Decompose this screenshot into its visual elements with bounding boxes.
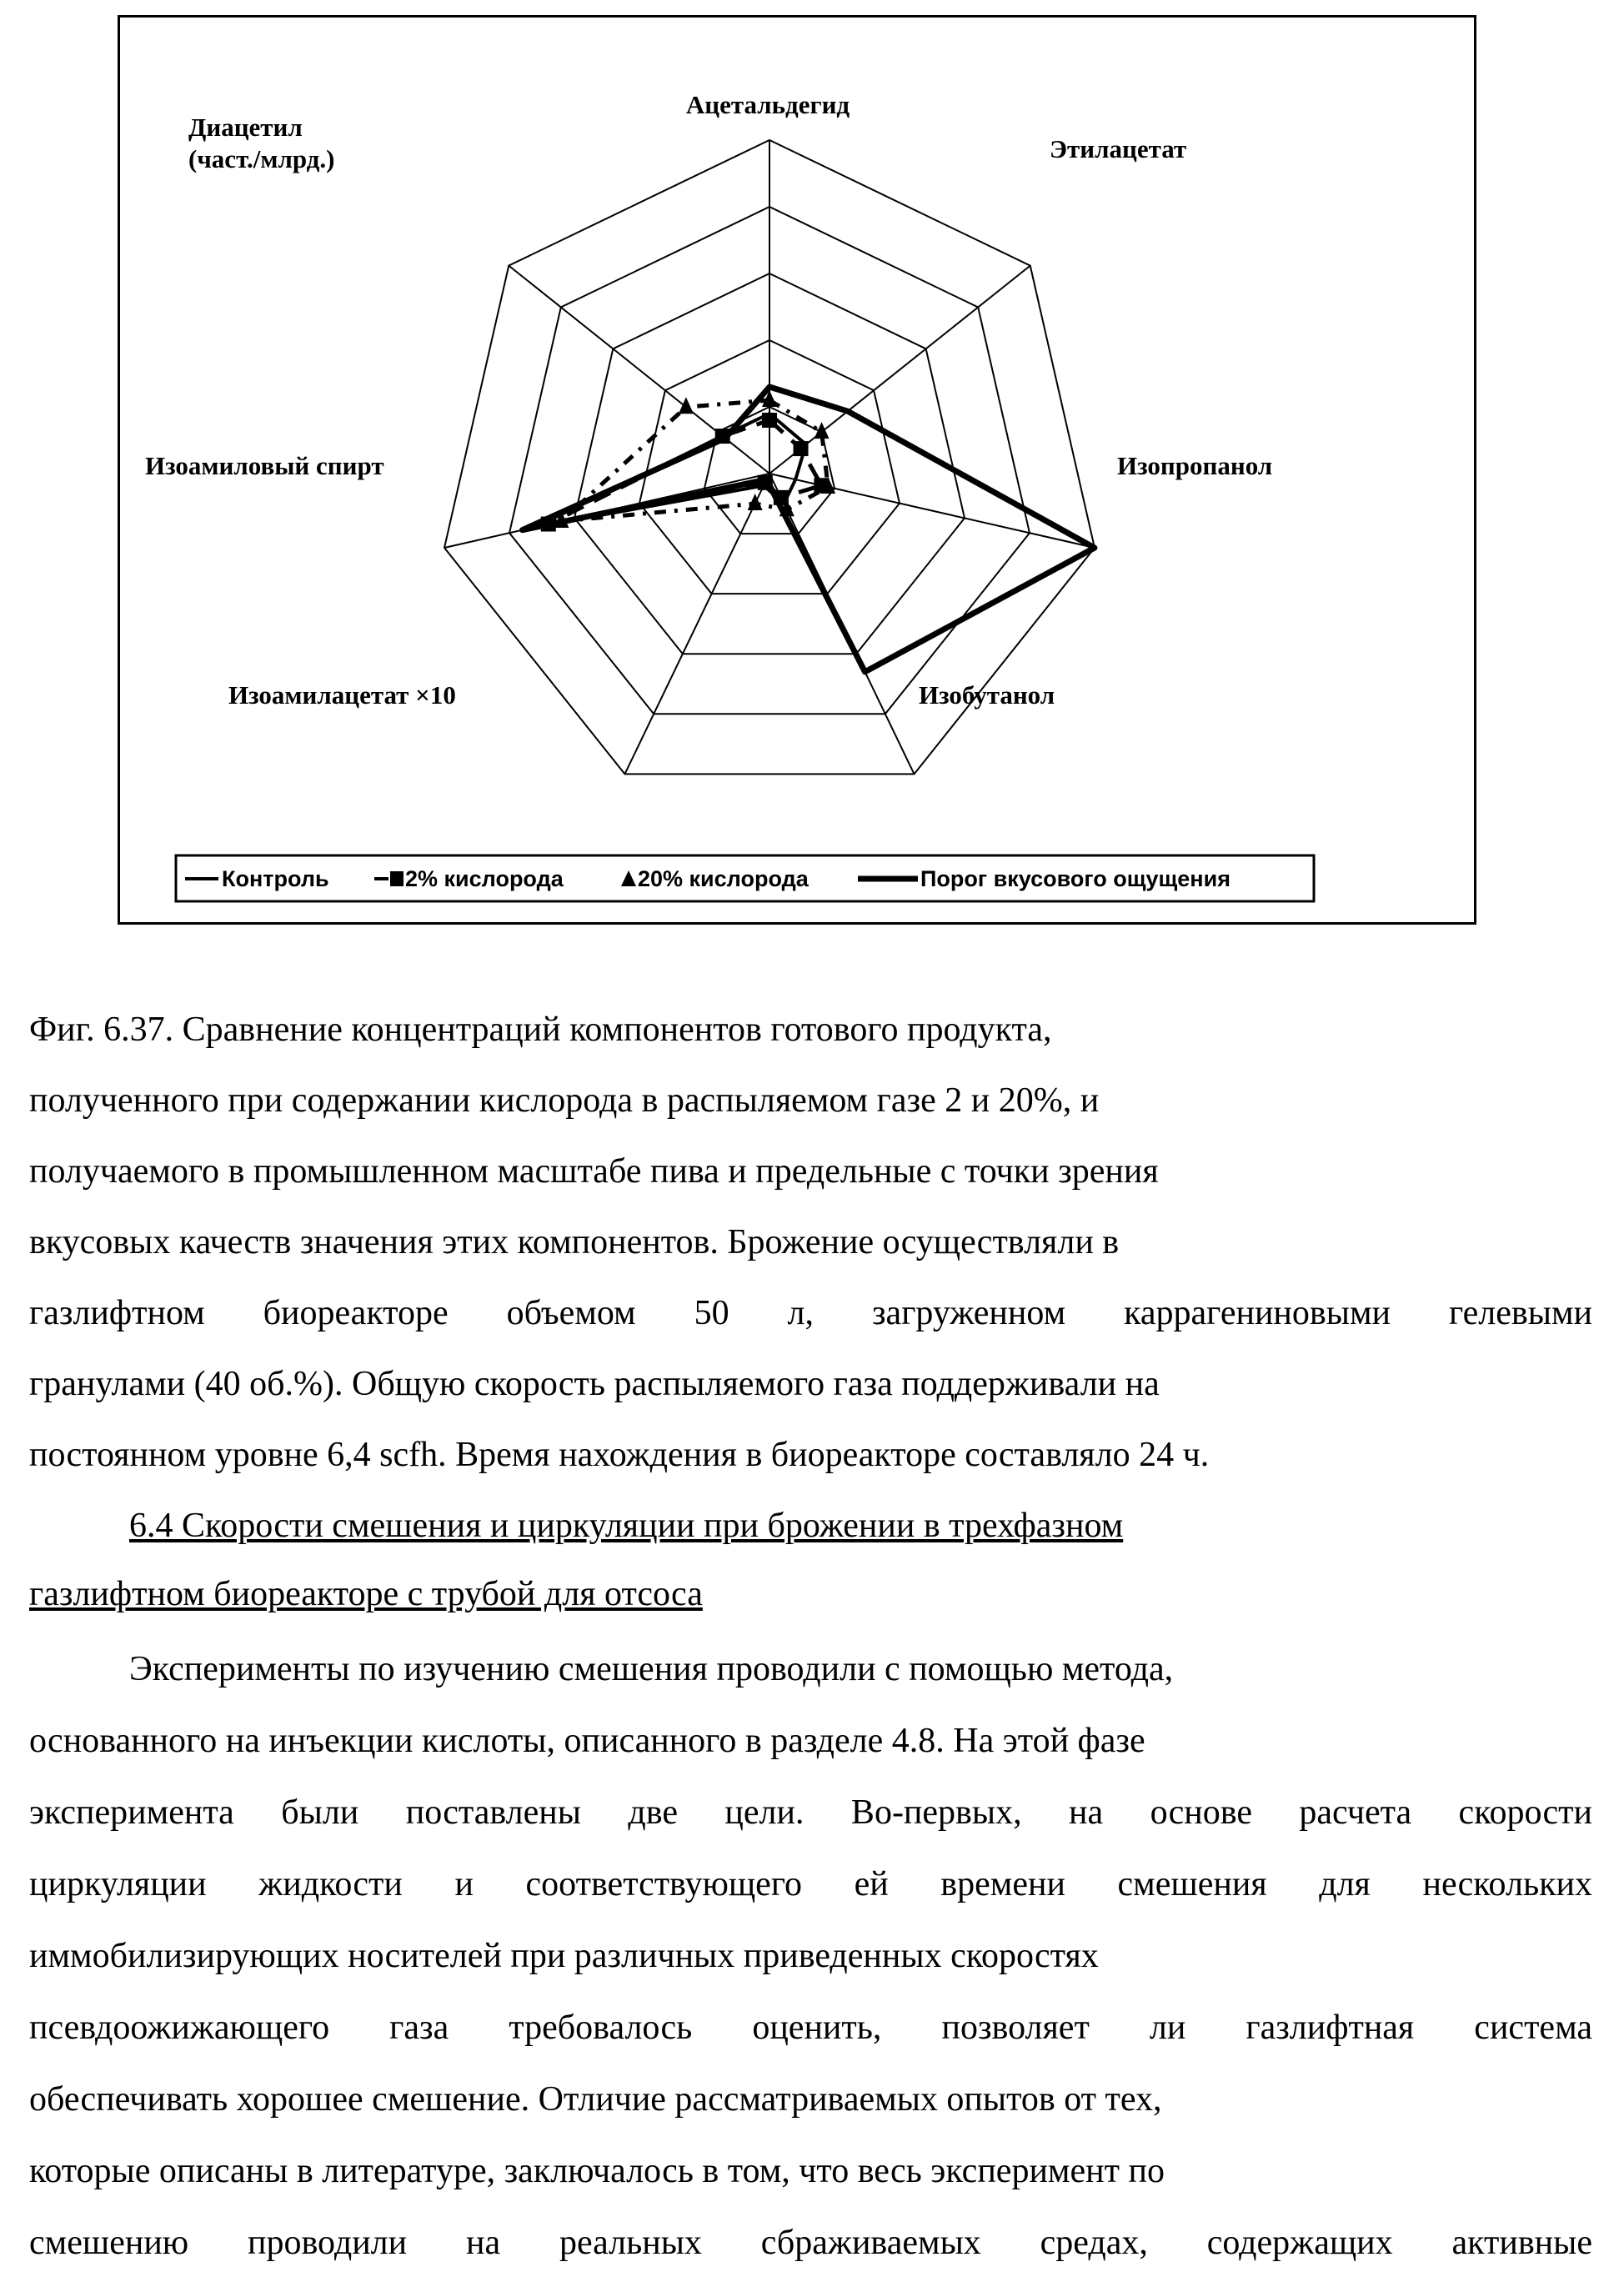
legend-label-20pct: 20% кислорода: [638, 866, 809, 891]
caption-line: постоянном уровне 6,4 scfh. Время нахождения в биореакторе составляло 24 ч.: [29, 1435, 1592, 1475]
caption-line: полученного при содержании кислорода в распыляемом газе 2 и 20%, и: [29, 1081, 1592, 1121]
grid-spoke: [509, 266, 769, 474]
axis-sublabel-diacetyl: (част./млрд.): [188, 144, 334, 173]
radar-chart: [120, 18, 1474, 922]
caption-line: гранулами (40 об.%). Общую скорость распыляемого газа поддерживали на: [29, 1364, 1592, 1404]
legend: [176, 855, 1314, 901]
heading-line: газлифтном биореакторе с трубой для отсоса: [29, 1575, 703, 1613]
axis-label-isopropanol: Изопропанол: [1117, 451, 1272, 480]
data-point-square: [762, 413, 777, 428]
grid-spoke: [624, 474, 769, 774]
axis-label-acetaldehyde: Ацетальдегид: [686, 90, 850, 119]
caption-line: вкусовых качеств значения этих компонентов. Брожение осуществляли в: [29, 1222, 1592, 1262]
series-line-3: [523, 387, 1095, 672]
caption-line: газлифтном биореакторе объемом 50 л, загруженном каррагениновыми гелевыми: [29, 1293, 1592, 1333]
data-point-triangle: [748, 494, 763, 510]
body-line: циркуляции жидкости и соответствующего ей времени смешения для нескольких: [29, 1864, 1592, 1904]
body-line: основанного на инъекции кислоты, описанного в разделе 4.8. На этой фазе: [29, 1721, 1592, 1761]
legend-triangle-marker: [621, 870, 636, 886]
body-line: псевдоожижающего газа требовалось оценить, позволяет ли газлифтная система: [29, 2008, 1592, 2048]
caption-line: Фиг. 6.37. Сравнение концентраций компонентов готового продукта,: [29, 1010, 1592, 1050]
legend-label-2pct: 2% кислорода: [405, 866, 564, 891]
data-point-square: [794, 441, 809, 456]
axis-label-isoamylacetate: Изоамилацетат ×10: [228, 680, 456, 710]
body-line: эксперимента были поставлены две цели. Во-первых, на основе расчета скорости: [29, 1793, 1592, 1833]
body-line: которые описаны в литературе, заключалось в том, что весь эксперимент по: [29, 2151, 1592, 2191]
caption-line: получаемого в промышленном масштабе пива и предельные с точки зрения: [29, 1151, 1592, 1191]
figure-frame: [118, 15, 1476, 925]
axis-label-isoamyl-alcohol: Изоамиловый спирт: [145, 451, 384, 480]
heading-line: 6.4 Скорости смешения и циркуляции при брожении в трехфазном: [129, 1507, 1123, 1545]
legend-label-control: Контроль: [222, 866, 329, 891]
body-line: Эксперименты по изучению смешения проводили с помощью метода,: [29, 1649, 1592, 1689]
body-line: иммобилизирующих носителей при различных приведенных скоростях: [29, 1936, 1592, 1976]
axis-label-ethylacetate: Этилацетат: [1050, 134, 1186, 163]
legend-label-threshold: Порог вкусового ощущения: [920, 866, 1231, 891]
legend-square-marker: [390, 871, 403, 886]
body-line: смешению проводили на реальных сбраживаемых средах, содержащих активные: [29, 2223, 1592, 2263]
axis-label-diacetyl: Диацетил: [188, 113, 303, 142]
body-line: обеспечивать хорошее смешение. Отличие рассматриваемых опытов от тех,: [29, 2079, 1592, 2119]
data-point-triangle: [679, 397, 694, 414]
axis-label-isobutanol: Изобутанол: [919, 680, 1055, 710]
